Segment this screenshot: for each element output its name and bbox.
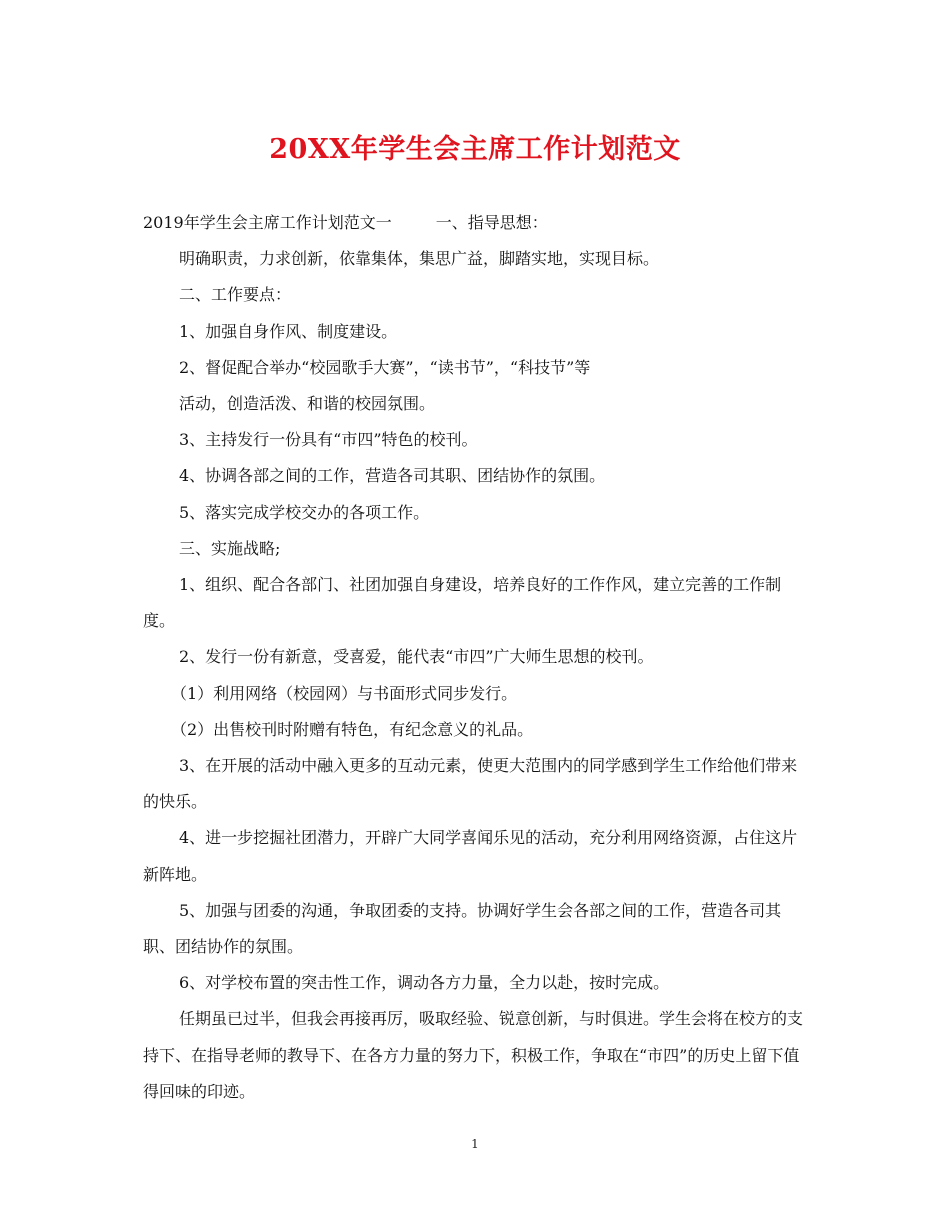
document-body bbox=[143, 205, 808, 1110]
paragraph: 二、工作要点： bbox=[179, 285, 292, 305]
paragraph: 2、督促配合举办“校园歌手大赛”，“读书节”，“科技节”等 bbox=[179, 357, 591, 377]
intro-line-left: 2019年学生会主席工作计划范文一 bbox=[143, 213, 392, 232]
paragraph: 4、协调各部之间的工作，营造各司其职、团结协作的氛围。 bbox=[179, 466, 606, 486]
paragraph: 三、实施战略; bbox=[179, 538, 281, 558]
paragraph: 2、发行一份有新意，受喜爱，能代表“市四”广大师生思想的校刊。 bbox=[179, 647, 654, 667]
paragraph: 明确职责，力求创新，依靠集体，集思广益，脚踏实地，实现目标。 bbox=[179, 249, 660, 269]
paragraph: 3、主持发行一份具有“市四”特色的校刊。 bbox=[179, 430, 478, 450]
paragraph: 5、落实完成学校交办的各项工作。 bbox=[179, 502, 430, 522]
paragraph: 1、加强自身作风、制度建设。 bbox=[179, 321, 398, 341]
paragraph: 活动，创造活泼、和谐的校园氛围。 bbox=[179, 394, 436, 414]
paragraph: 任期虽已过半，但我会再接再厉，吸取经验、锐意创新，与时俱进。学生会将在校方的支持下、在指导老师的教导下、在各方力量的努力下，积极工作，争取在“市四”的历史上留下值得回味的印迹。 bbox=[143, 1009, 804, 1101]
intro-line bbox=[143, 205, 808, 241]
paragraph: 6、对学校布置的突击性工作，调动各方力量，全力以赴，按时完成。 bbox=[179, 973, 670, 993]
paragraph: 3、在开展的活动中融入更多的互动元素，使更大范围内的同学感到学生工作给他们带来的快乐。 bbox=[143, 756, 798, 812]
page-number: 1 bbox=[471, 1137, 479, 1151]
paragraph: 5、加强与团委的沟通，争取团委的支持。协调好学生会各部之间的工作，营造各司其职、团结协作的氛围。 bbox=[143, 900, 782, 957]
paragraph: （1）利用网络（校园网）与书面形式同步发行。 bbox=[171, 683, 518, 703]
paragraph: 1、组织、配合各部门、社团加强自身建设，培养良好的工作作风，建立完善的工作制度。 bbox=[143, 575, 782, 631]
paragraph: （2）出售校刊时附赠有特色，有纪念意义的礼品。 bbox=[171, 719, 534, 739]
paragraph: 4、进一步挖掘社团潜力，开辟广大同学喜闻乐见的活动，充分利用网络资源，占住这片新阵地。 bbox=[143, 828, 798, 884]
paragraph-list bbox=[143, 241, 808, 1110]
intro-line-right: 一、指导思想： bbox=[435, 213, 548, 232]
document-title: 20XX年学生会主席工作计划范文 bbox=[269, 134, 681, 165]
